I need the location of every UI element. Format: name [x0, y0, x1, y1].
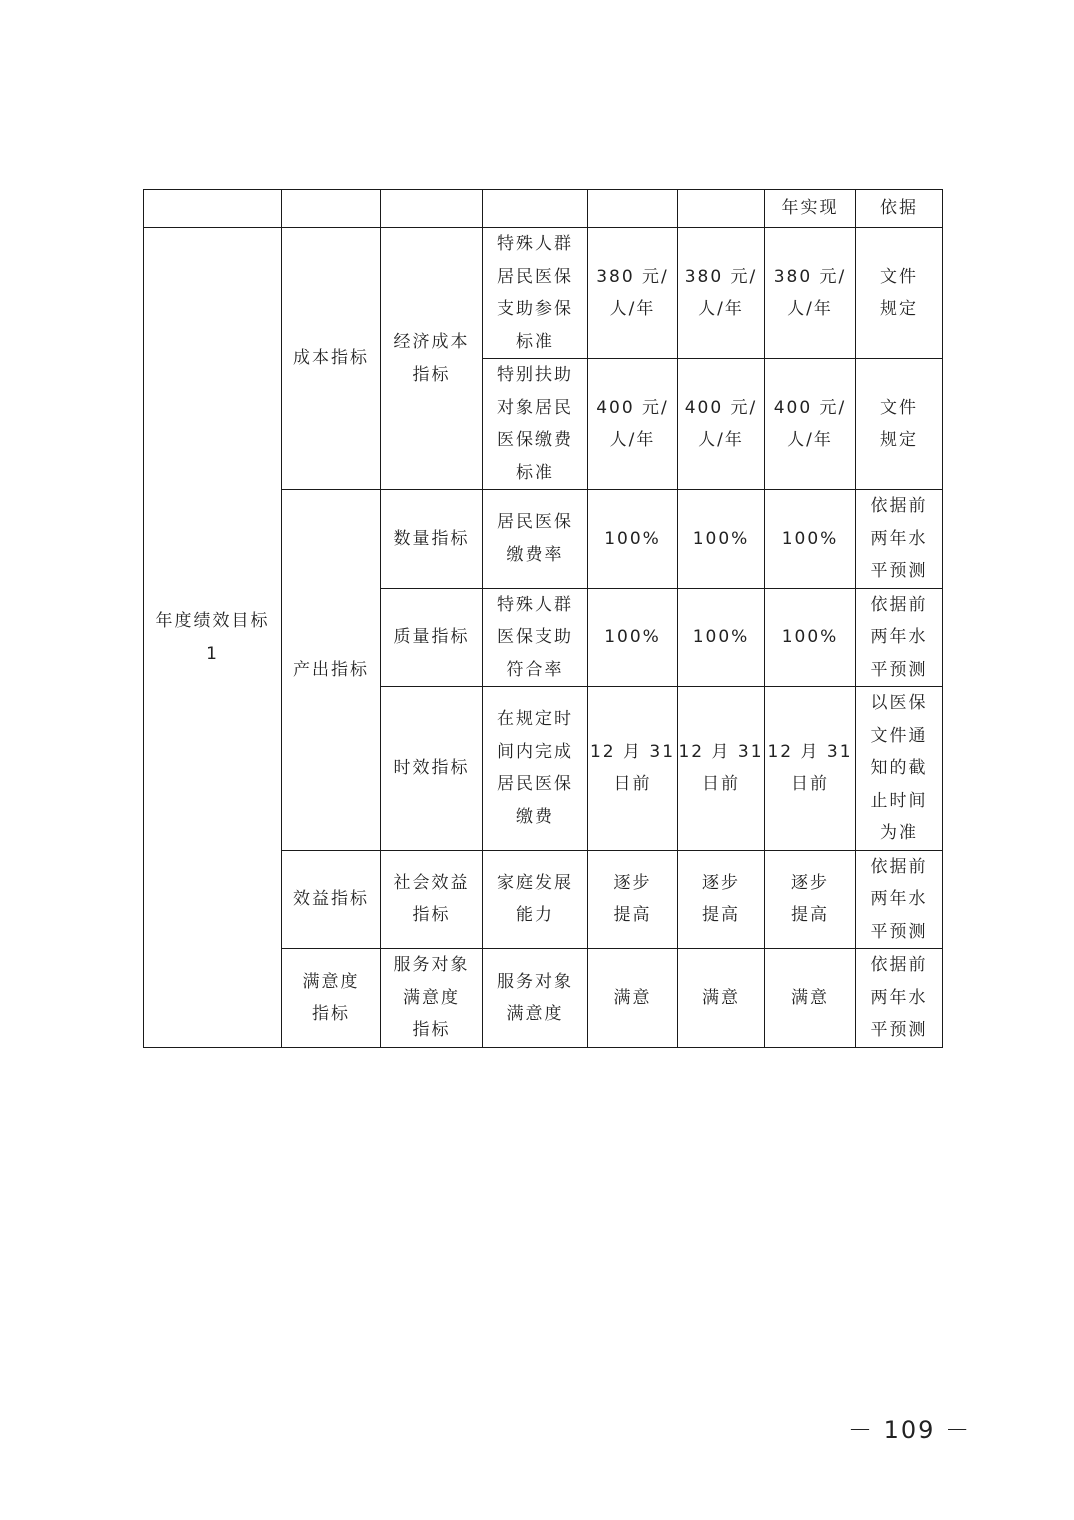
value-cell: 100%: [588, 588, 678, 687]
value-cell: 400 元/ 人/年: [765, 359, 856, 490]
value-cell: 100%: [765, 588, 856, 687]
value-cell: 380 元/ 人/年: [678, 228, 765, 359]
indicator-item: 特殊人群 医保支助 符合率: [483, 588, 588, 687]
value-cell: 400 元/ 人/年: [678, 359, 765, 490]
level2-indicator: 服务对象 满意度 指标: [381, 949, 483, 1048]
page-number: － 109 －: [848, 1416, 972, 1444]
value-cell: 380 元/ 人/年: [588, 228, 678, 359]
indicator-item: 特殊人群 居民医保 支助参保 标准: [483, 228, 588, 359]
value-cell: 100%: [588, 490, 678, 589]
basis-cell: 文件 规定: [856, 359, 943, 490]
level1-indicator: 效益指标: [282, 850, 381, 949]
value-cell: 满意: [678, 949, 765, 1048]
value-cell: 400 元/ 人/年: [588, 359, 678, 490]
level2-indicator: 社会效益 指标: [381, 850, 483, 949]
value-cell: 100%: [678, 490, 765, 589]
value-cell: 逐步 提高: [588, 850, 678, 949]
basis-cell: 依据前 两年水 平预测: [856, 490, 943, 589]
value-cell: 100%: [765, 490, 856, 589]
basis-cell: 以医保 文件通 知的截 止时间 为准: [856, 687, 943, 851]
header-cell: [588, 190, 678, 228]
value-cell: 逐步 提高: [678, 850, 765, 949]
level1-indicator: 满意度 指标: [282, 949, 381, 1048]
basis-cell: 依据前 两年水 平预测: [856, 588, 943, 687]
header-annual-actual: 年实现: [765, 190, 856, 228]
basis-cell: 依据前 两年水 平预测: [856, 850, 943, 949]
level1-indicator: 成本指标: [282, 228, 381, 490]
value-cell: 12 月 31 日前: [678, 687, 765, 851]
header-cell: [144, 190, 282, 228]
value-cell: 满意: [765, 949, 856, 1048]
header-cell: [678, 190, 765, 228]
table-header-row: [144, 190, 943, 228]
value-cell: 12 月 31 日前: [588, 687, 678, 851]
header-cell: [381, 190, 483, 228]
value-cell: 逐步 提高: [765, 850, 856, 949]
value-cell: 满意: [588, 949, 678, 1048]
value-cell: 380 元/ 人/年: [765, 228, 856, 359]
level1-indicator: 产出指标: [282, 490, 381, 851]
level2-indicator: 时效指标: [381, 687, 483, 851]
indicator-item: 服务对象 满意度: [483, 949, 588, 1048]
level2-indicator: 经济成本 指标: [381, 228, 483, 490]
header-cell: [282, 190, 381, 228]
level2-indicator: 质量指标: [381, 588, 483, 687]
performance-table: [143, 189, 943, 1048]
value-cell: 100%: [678, 588, 765, 687]
indicator-item: 在规定时 间内完成 居民医保 缴费: [483, 687, 588, 851]
header-cell: [483, 190, 588, 228]
level2-indicator: 数量指标: [381, 490, 483, 589]
basis-cell: 依据前 两年水 平预测: [856, 949, 943, 1048]
indicator-item: 家庭发展 能力: [483, 850, 588, 949]
table-row: [144, 228, 943, 359]
header-basis: 依据: [856, 190, 943, 228]
indicator-item: 居民医保 缴费率: [483, 490, 588, 589]
basis-cell: 文件 规定: [856, 228, 943, 359]
goal-label-cell: 年度绩效目标 1: [144, 228, 282, 1048]
value-cell: 12 月 31 日前: [765, 687, 856, 851]
indicator-item: 特别扶助 对象居民 医保缴费 标准: [483, 359, 588, 490]
